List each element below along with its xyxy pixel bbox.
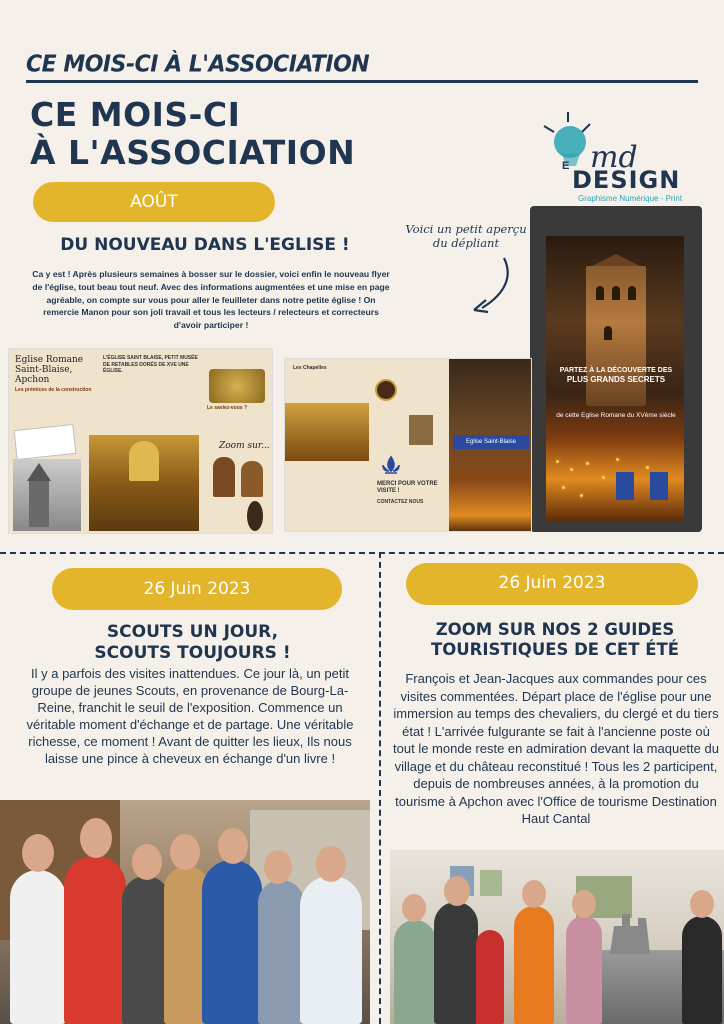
fleur-de-lis-icon: [379, 455, 403, 479]
guide-person: [514, 906, 554, 1024]
section-divider: [0, 552, 724, 554]
candle-light: [556, 460, 559, 463]
panel1-heading: L'ÉGLISE SAINT BLAISE, PETIT MUSÉE DE RETABLES DORÉS DE XVE UNE ÉGLISE.: [103, 355, 198, 374]
candle-light: [562, 486, 565, 489]
visitor-person: [394, 920, 436, 1024]
month-pill: AOÛT: [33, 182, 275, 222]
brochure-panel-inside: [8, 348, 273, 534]
panel1-title: Eglise Romane Saint-Blaise, Apchon: [15, 355, 84, 385]
august-body: Ca y est ! Après plusieurs semaines à bosser sur le dossier, voici enfin le nouveau flyer de l'église, tout beau tout neuf. Avec des informations augmentées et une mise en page agréable, on compte sur vous pour aller le feuilleter dans notre petite église ! On remercie Manon pour son joli travail et tous les lecteurs / relecteurs et correcteurs d'avoir participer !: [32, 269, 390, 331]
blue-banners: [610, 466, 680, 502]
scouts-date-pill: 26 Juin 2023: [52, 568, 342, 610]
logo-letters: md: [590, 140, 638, 175]
column-divider: [379, 552, 381, 1024]
scout-person: [258, 880, 304, 1024]
scout-head: [80, 818, 112, 858]
scout-person: [64, 856, 126, 1024]
scout-head: [170, 834, 200, 870]
church-roof: [27, 463, 51, 481]
scouts-photo: [0, 800, 370, 1024]
old-church-photo: [13, 459, 81, 531]
guide-person: [682, 916, 722, 1024]
castle-model: [610, 914, 650, 954]
scouts-body: Il y a parfois des visites inattendues. Ce jour là, un petit groupe de jeunes Scouts, en provenance de Bourg-La-Reine, franchit le seuil de l'exposition. Commence un véritable moment d'échange et de partage. Une véritable richesse, ce moment ! Avant de quitter les lieux, Ils nous laisse une pince à cheveux en échange d'un livre !: [26, 666, 354, 766]
gilded-ornament: [209, 369, 265, 403]
august-heading: DU NOUVEAU DANS L'EGLISE !: [60, 235, 350, 255]
scout-person: [300, 876, 362, 1024]
tower-image: [586, 266, 646, 406]
tower-window: [612, 286, 620, 300]
guides-photo: [390, 850, 724, 1024]
guides-heading-line2: TOURISTIQUES DE CET ÉTÉ: [430, 640, 679, 659]
logo-tagline: Graphisme Numérique - Print: [578, 194, 683, 203]
banner-flag: [650, 472, 668, 500]
panel1-zoom: Zoom sur...: [219, 441, 270, 451]
altarpiece-photo: [89, 435, 199, 531]
candle-light: [586, 462, 589, 465]
tower-window: [596, 286, 604, 300]
scroll-illustration: [14, 424, 77, 460]
statue-photo: [409, 415, 433, 445]
vase-photo: [247, 501, 263, 531]
visitor-head: [402, 894, 426, 922]
page-title-line2: À L'ASSOCIATION: [30, 133, 356, 172]
guides-date-pill: 26 Juin 2023: [406, 563, 698, 605]
cover-line1: PARTEZ À LA DÉCOUVERTE DES: [559, 367, 673, 374]
candle-light: [616, 458, 619, 461]
cover-headline: [550, 366, 682, 384]
visitor-person: [434, 902, 478, 1024]
tower-window: [628, 286, 636, 300]
scouts-heading-line1: SCOUTS UN JOUR,: [106, 622, 279, 642]
cover-line2: PLUS GRANDS SECRETS: [566, 375, 666, 384]
curved-arrow-icon: [468, 254, 518, 321]
panel2-contact: CONTACTEZ NOUS: [377, 499, 424, 505]
logo-letter-e: E: [562, 160, 570, 172]
medallion-photo: [375, 379, 397, 401]
banner-title: CE MOIS-CI À L'ASSOCIATION: [26, 51, 370, 78]
panel2-cover-photo: [449, 359, 532, 532]
scout-head: [316, 846, 346, 882]
visitor-head: [572, 890, 596, 918]
brochure-panel-outside: [284, 358, 532, 532]
church-tower: [29, 481, 49, 527]
banner-flag: [616, 472, 634, 500]
header-divider: [26, 80, 698, 83]
panel2-merci: MERCI POUR VOTRE VISITE !: [377, 481, 438, 494]
guide-head: [690, 890, 714, 918]
candle-light: [580, 494, 583, 497]
panel1-subtitle: Les prémices de la construction: [15, 387, 92, 393]
panel2-church: Eglise Saint-Blaise: [453, 435, 529, 449]
cover-subline: de cette Eglise Romane du XVème siècle: [556, 412, 676, 419]
guides-body: François et Jean-Jacques aux commandes pour ces visites commentées. Départ place de l'église pour une immersion au temps des chevaliers, du clergé et du tiers état ! L'arrivée fulgurante se fait à l'ancienne poste où tout le monde reste en admiration devant la maquette du village et du château reconstitué ! Tous les 2 participent, depuis de nombreuses années, à la promotion du tourisme à Apchon avec l'Office de tourisme Destination Haut Cantal: [393, 671, 719, 826]
scout-head: [22, 834, 54, 872]
guide-head: [522, 880, 546, 908]
candle-light: [570, 468, 573, 471]
visitor-person: [476, 930, 504, 1024]
guides-heading: [390, 620, 720, 660]
scouts-heading: [20, 622, 365, 664]
scout-head: [264, 850, 292, 884]
panel2-chapelles: Les Chapelles: [293, 365, 327, 371]
scout-person: [122, 876, 170, 1024]
panel1-le-saviez: Le saviez-vous ?: [207, 405, 248, 411]
preview-note: Voici un petit aperçu du dépliant: [405, 222, 527, 250]
logo-brand: DESIGN: [572, 166, 681, 194]
scout-person: [10, 870, 66, 1024]
statue-photo: [241, 461, 263, 497]
visitor-person: [566, 916, 602, 1024]
altar-niche: [129, 441, 159, 481]
guides-heading-line1: ZOOM SUR NOS 2 GUIDES: [435, 620, 675, 639]
wall-poster: [480, 870, 502, 896]
brochure-cover: [546, 236, 684, 522]
page-title-line1: CE MOIS-CI: [30, 95, 241, 134]
scout-head: [218, 828, 248, 864]
page-title: [30, 96, 355, 172]
visitor-head: [444, 876, 470, 906]
scout-person: [202, 860, 262, 1024]
scouts-heading-line2: SCOUTS TOUJOURS !: [94, 643, 291, 663]
scout-head: [132, 844, 162, 880]
statue-photo: [213, 457, 235, 497]
candle-light: [602, 476, 605, 479]
tower-window: [604, 326, 612, 340]
chapel-altar-photo: [285, 403, 369, 461]
